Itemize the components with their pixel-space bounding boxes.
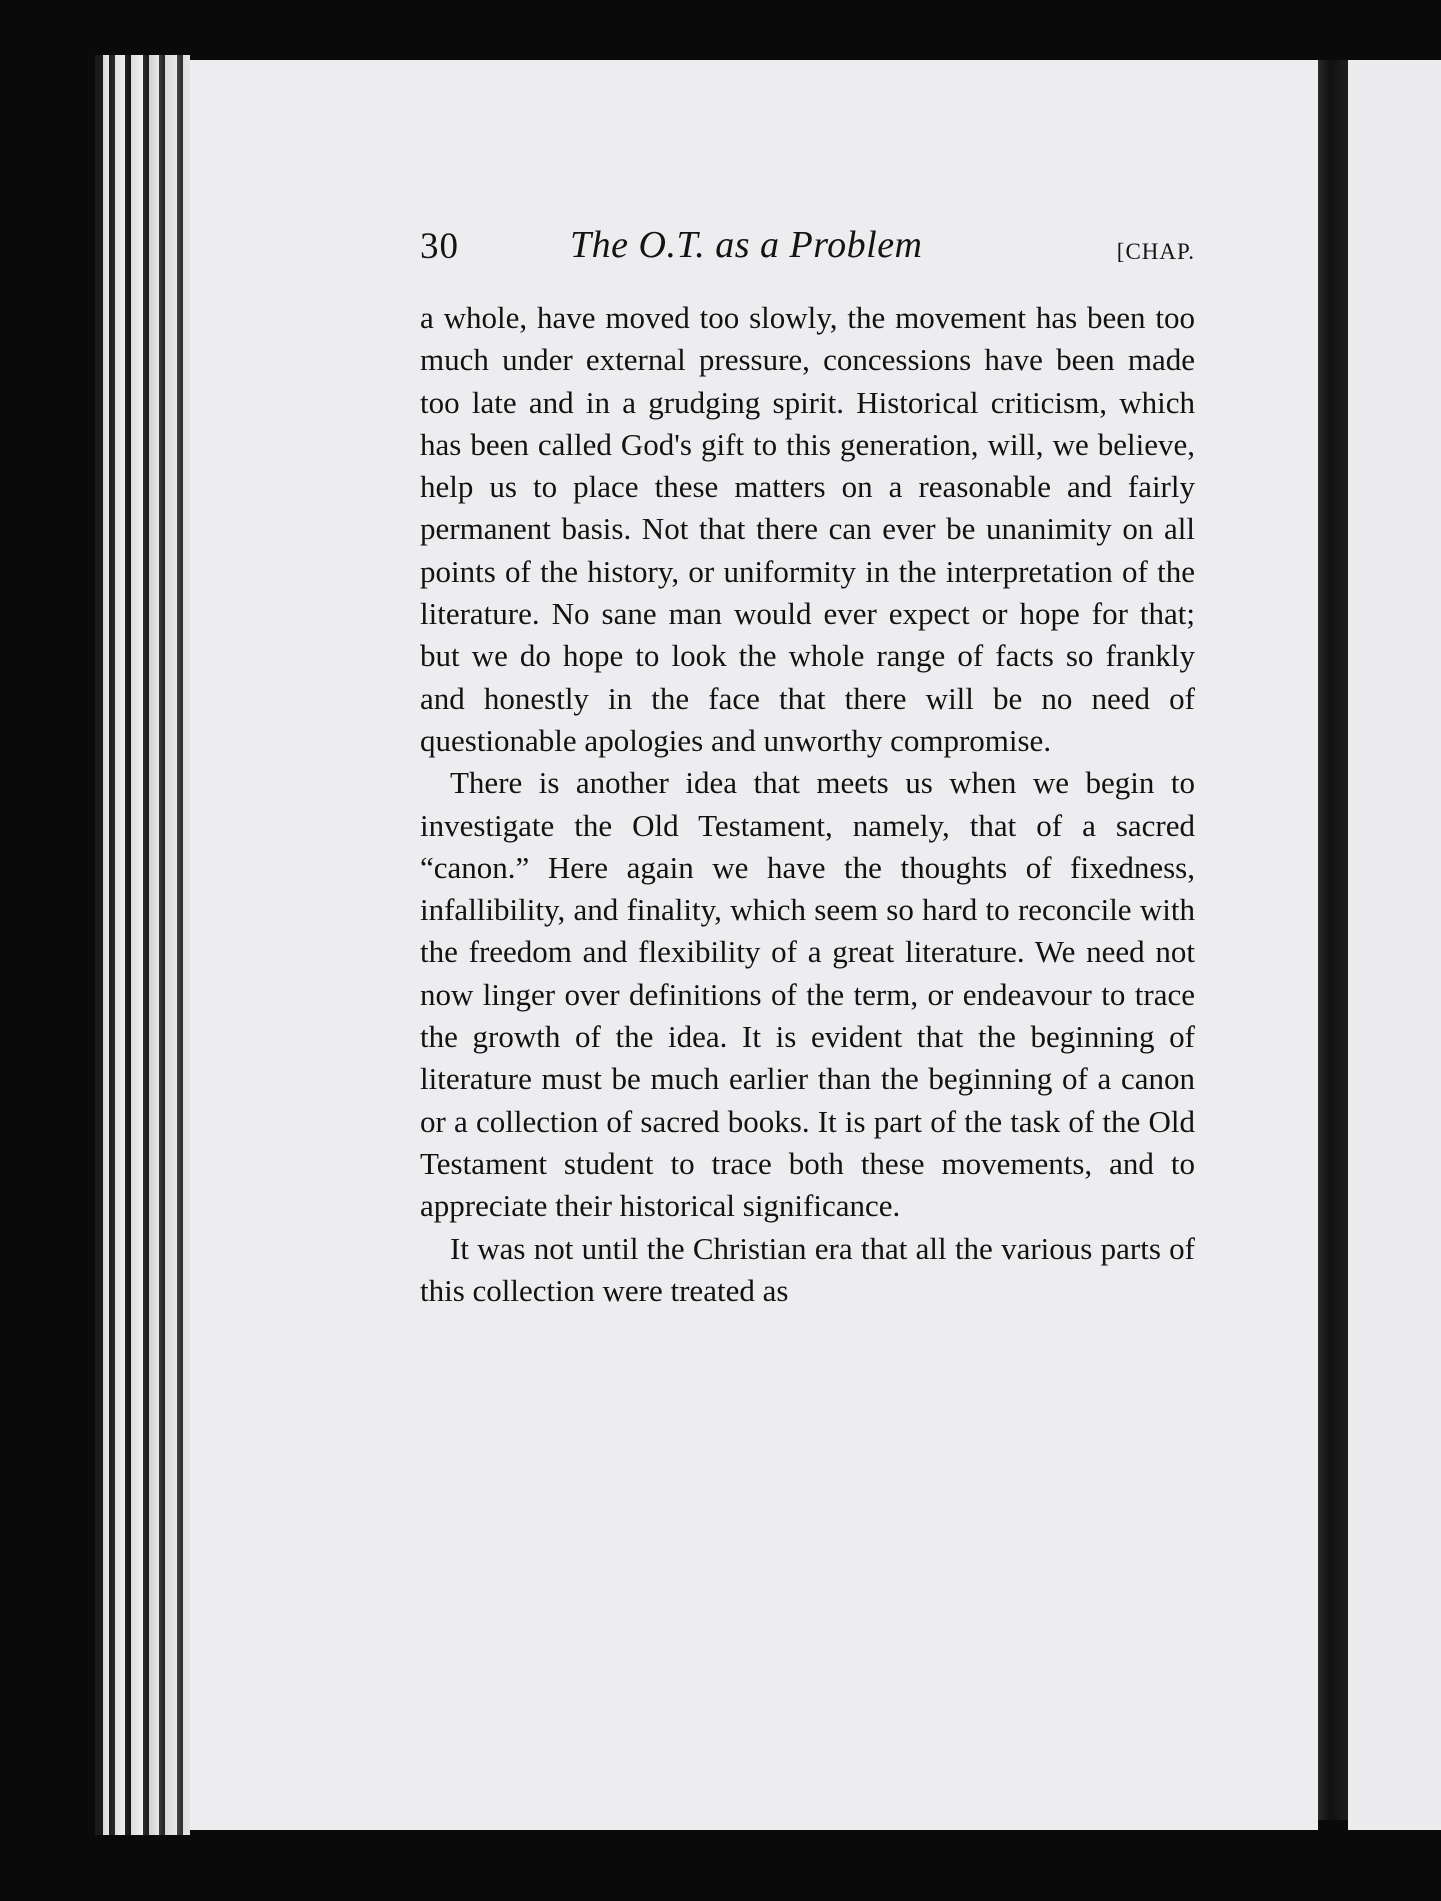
running-title: The O.T. as a Problem — [570, 224, 923, 266]
paragraph-christian-era: It was not until the Christian era that all the various parts of this collection were treated as — [420, 1230, 1195, 1308]
page-content — [420, 225, 1195, 1312]
paragraph-continued: a whole, have moved too slowly, the movement has been too much under external pressure, concessions have been made too late and in a grudging spirit. Historical criticism, which has been called God's gift to this generation, will, we believe, help us to place these matters on a reasonable and fairly permanent basis. Not that there can ever be unanimity on all points of the history, or uniformity in the interpretation of the literature. No sane man would ever expect or hope for that; but we do hope to look the whole range of facts so frankly and honestly in the face that there will be no need of questionable apologies and unworthy compromise. — [420, 300, 1195, 758]
facing-page — [1348, 60, 1441, 1830]
body-text — [420, 297, 1195, 1312]
chapter-mark: [CHAP. — [1116, 239, 1195, 264]
book-spine — [95, 55, 190, 1835]
running-head — [420, 225, 1195, 285]
page-gutter-shadow — [1318, 60, 1348, 1820]
page-number: 30 — [420, 226, 459, 267]
book-page — [190, 60, 1318, 1830]
paragraph-canon: There is another idea that meets us when we begin to investigate the Old Testament, namely, that of a sacred “canon.” Here again we have the thoughts of fixedness, infallibility, and finality, which seem so hard to reconcile with the freedom and flexibility of a great literature. We need not now linger over definitions of the term, or endeavour to trace the growth of the idea. It is evident that the beginning of literature must be much earlier than the beginning of a canon or a collection of sacred books. It is part of the task of the Old Testament student to trace both these movements, and to appreciate their historical significance. — [420, 765, 1195, 1224]
